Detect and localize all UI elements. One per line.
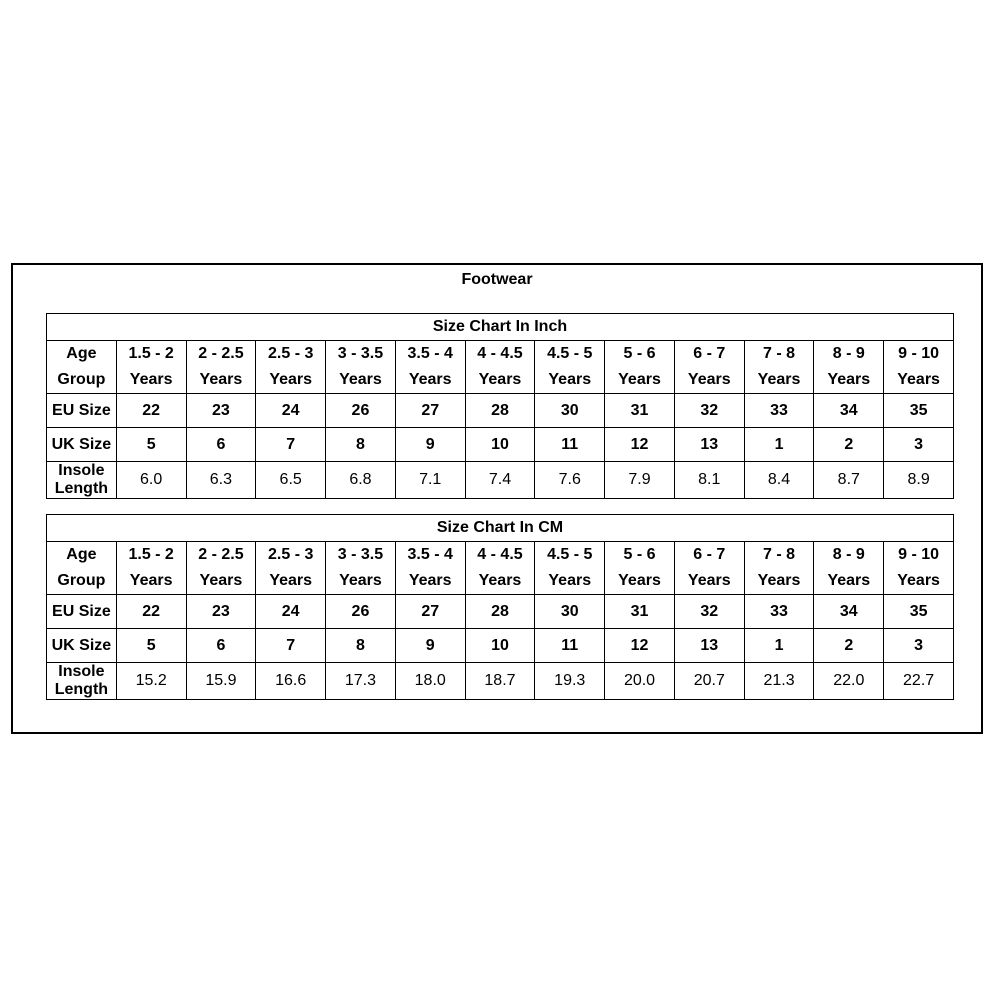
eu-size-cell: 34 (814, 595, 884, 629)
age-group-cell (814, 542, 884, 595)
uk-size-cell: 11 (535, 629, 605, 663)
age-range: 8 - 9 (832, 546, 865, 563)
age-unit: Years (897, 371, 940, 388)
age-unit: Years (548, 371, 592, 388)
uk-size-cell: 10 (465, 629, 535, 663)
age-range: 5 - 6 (623, 345, 656, 362)
insole-length-cell: 8.4 (744, 462, 814, 499)
insole-length-cell: 7.4 (465, 462, 535, 499)
age-unit: Years (199, 572, 243, 589)
uk-size-cell: 7 (256, 629, 326, 663)
age-group-cell (116, 341, 186, 394)
age-unit: Years (339, 371, 382, 388)
age-unit: Years (129, 572, 173, 589)
uk-size-cell: 1 (744, 428, 814, 462)
eu-size-cell: 23 (186, 394, 256, 428)
age-range: 2.5 - 3 (268, 546, 314, 563)
uk-size-cell: 13 (674, 629, 744, 663)
age-unit: Years (269, 371, 313, 388)
age-group-cell (186, 341, 256, 394)
age-group-cell (395, 341, 465, 394)
uk-size-cell: 12 (605, 629, 675, 663)
uk-size-cell: 2 (814, 629, 884, 663)
insole-length-cell: 8.1 (674, 462, 744, 499)
eu-size-cell: 28 (465, 394, 535, 428)
eu-size-cell: 31 (605, 394, 675, 428)
age-unit: Years (618, 371, 661, 388)
insole-length-cell: 15.2 (116, 663, 186, 700)
eu-size-cell: 30 (535, 394, 605, 428)
age-unit: Years (827, 371, 871, 388)
age-unit: Years (408, 572, 452, 589)
age-group-cell (535, 341, 605, 394)
eu-size-cell: 35 (884, 595, 954, 629)
uk-size-cell: 11 (535, 428, 605, 462)
age-unit: Years (548, 572, 592, 589)
age-unit: Years (687, 371, 731, 388)
age-unit: Years (618, 572, 661, 589)
age-range: 4 - 4.5 (477, 345, 523, 362)
row-label-uk-size: UK Size (47, 629, 117, 663)
row-label-insole-length: Insole Length (47, 663, 117, 700)
insole-length-cell: 6.3 (186, 462, 256, 499)
age-range: 6 - 7 (693, 546, 726, 563)
uk-size-cell: 13 (674, 428, 744, 462)
age-group-cell (256, 542, 326, 595)
eu-size-cell: 31 (605, 595, 675, 629)
insole-length-cell: 20.0 (605, 663, 675, 700)
age-group-cell (605, 542, 675, 595)
age-group-cell (744, 341, 814, 394)
eu-size-cell: 22 (116, 595, 186, 629)
age-range: 9 - 10 (898, 546, 940, 563)
insole-length-cell: 6.0 (116, 462, 186, 499)
uk-size-cell: 7 (256, 428, 326, 462)
size-chart-frame (11, 263, 983, 734)
row-label-eu-size: EU Size (47, 394, 117, 428)
uk-size-cell: 3 (884, 428, 954, 462)
age-unit: Years (478, 572, 522, 589)
eu-size-cell: 32 (674, 394, 744, 428)
age-range: 2 - 2.5 (198, 546, 244, 563)
eu-size-cell: 22 (116, 394, 186, 428)
age-range: 8 - 9 (832, 345, 865, 362)
insole-length-cell: 18.7 (465, 663, 535, 700)
age-unit: Years (199, 371, 243, 388)
table-title: Size Chart In CM (47, 515, 954, 542)
insole-length-cell: 19.3 (535, 663, 605, 700)
age-range: 7 - 8 (763, 546, 796, 563)
age-group-cell (814, 341, 884, 394)
eu-size-cell: 33 (744, 595, 814, 629)
insole-length-cell: 15.9 (186, 663, 256, 700)
age-unit: Years (339, 572, 382, 589)
age-range: 7 - 8 (763, 345, 796, 362)
row-label-uk-size: UK Size (47, 428, 117, 462)
age-unit: Years (897, 572, 940, 589)
age-unit: Years (757, 572, 801, 589)
eu-size-cell: 32 (674, 595, 744, 629)
eu-size-cell: 27 (395, 595, 465, 629)
age-range: 4.5 - 5 (547, 345, 593, 362)
eu-size-cell: 33 (744, 394, 814, 428)
uk-size-cell: 3 (884, 629, 954, 663)
insole-length-cell: 16.6 (256, 663, 326, 700)
eu-size-cell: 26 (326, 394, 396, 428)
age-group-cell (326, 341, 396, 394)
age-unit: Years (129, 371, 173, 388)
eu-size-cell: 35 (884, 394, 954, 428)
age-range: 1.5 - 2 (128, 546, 174, 563)
age-group-cell (465, 341, 535, 394)
insole-length-cell: 8.7 (814, 462, 884, 499)
insole-length-cell: 21.3 (744, 663, 814, 700)
age-unit: Years (827, 572, 871, 589)
uk-size-cell: 5 (116, 629, 186, 663)
age-group-cell (395, 542, 465, 595)
eu-size-cell: 30 (535, 595, 605, 629)
uk-size-cell: 9 (395, 428, 465, 462)
insole-length-cell: 7.1 (395, 462, 465, 499)
insole-length-cell: 7.6 (535, 462, 605, 499)
age-group-cell (884, 542, 954, 595)
age-range: 3.5 - 4 (407, 345, 453, 362)
insole-length-cell: 20.7 (674, 663, 744, 700)
eu-size-cell: 26 (326, 595, 396, 629)
age-range: 6 - 7 (693, 345, 726, 362)
row-label-eu-size: EU Size (47, 595, 117, 629)
age-range: 3 - 3.5 (337, 546, 384, 563)
uk-size-cell: 8 (326, 428, 396, 462)
age-range: 2 - 2.5 (198, 345, 244, 362)
uk-size-cell: 2 (814, 428, 884, 462)
eu-size-cell: 23 (186, 595, 256, 629)
age-range: 4.5 - 5 (547, 546, 593, 563)
insole-length-cell: 22.0 (814, 663, 884, 700)
age-range: 3 - 3.5 (337, 345, 384, 362)
uk-size-cell: 6 (186, 428, 256, 462)
eu-size-cell: 34 (814, 394, 884, 428)
age-group-cell (884, 341, 954, 394)
insole-length-cell: 8.9 (884, 462, 954, 499)
uk-size-cell: 10 (465, 428, 535, 462)
eu-size-cell: 27 (395, 394, 465, 428)
size-chart-cm-table (46, 514, 954, 700)
age-range: 9 - 10 (898, 345, 940, 362)
age-group-cell (186, 542, 256, 595)
row-label-age-group: Age Group (47, 341, 117, 394)
age-unit: Years (478, 371, 522, 388)
eu-size-cell: 24 (256, 394, 326, 428)
insole-length-cell: 7.9 (605, 462, 675, 499)
age-range: 1.5 - 2 (128, 345, 174, 362)
age-unit: Years (408, 371, 452, 388)
eu-size-cell: 28 (465, 595, 535, 629)
age-unit: Years (687, 572, 731, 589)
table-title: Size Chart In Inch (47, 314, 954, 341)
insole-length-cell: 17.3 (326, 663, 396, 700)
insole-length-cell: 22.7 (884, 663, 954, 700)
age-group-cell (674, 341, 744, 394)
uk-size-cell: 1 (744, 629, 814, 663)
age-range: 4 - 4.5 (477, 546, 523, 563)
age-group-cell (744, 542, 814, 595)
age-group-cell (465, 542, 535, 595)
uk-size-cell: 9 (395, 629, 465, 663)
uk-size-cell: 5 (116, 428, 186, 462)
page-title: Footwear (461, 271, 533, 288)
insole-length-cell: 6.8 (326, 462, 396, 499)
age-unit: Years (269, 572, 313, 589)
age-group-cell (116, 542, 186, 595)
insole-length-cell: 18.0 (395, 663, 465, 700)
age-range: 2.5 - 3 (268, 345, 314, 362)
age-range: 5 - 6 (623, 546, 656, 563)
uk-size-cell: 12 (605, 428, 675, 462)
uk-size-cell: 8 (326, 629, 396, 663)
age-range: 3.5 - 4 (407, 546, 453, 563)
row-label-insole-length: Insole Length (47, 462, 117, 499)
size-chart-inch-table (46, 313, 954, 499)
age-group-cell (256, 341, 326, 394)
age-group-cell (605, 341, 675, 394)
age-group-cell (326, 542, 396, 595)
row-label-age-group: Age Group (47, 542, 117, 595)
insole-length-cell: 6.5 (256, 462, 326, 499)
age-group-cell (535, 542, 605, 595)
age-group-cell (674, 542, 744, 595)
age-unit: Years (757, 371, 801, 388)
uk-size-cell: 6 (186, 629, 256, 663)
eu-size-cell: 24 (256, 595, 326, 629)
